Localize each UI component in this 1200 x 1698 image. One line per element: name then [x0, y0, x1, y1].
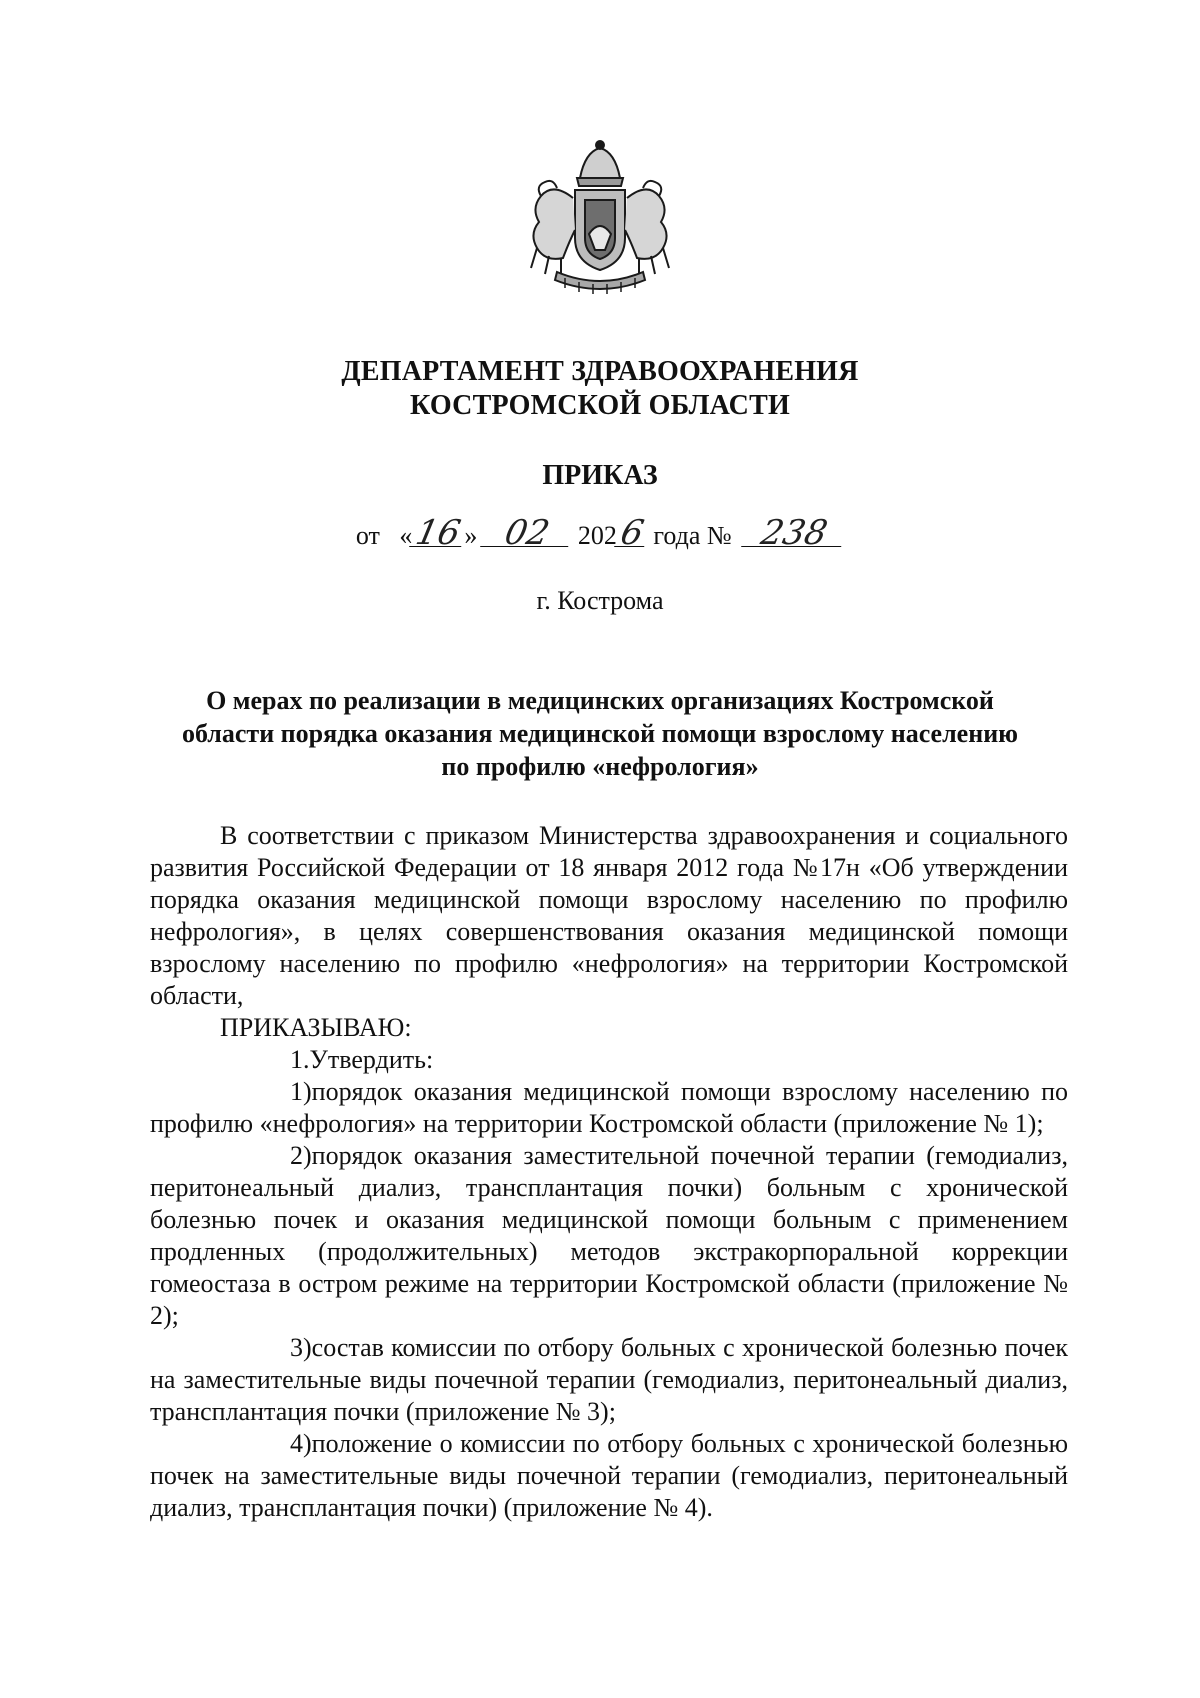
document-type-heading: ПРИКАЗ	[542, 460, 658, 491]
handwritten-year-digit: 6	[614, 520, 650, 547]
close-quote: »	[464, 521, 478, 550]
sub-item-3	[150, 1332, 1068, 1428]
title-line-1: О мерах по реализации в медицинских организациях Костромской	[206, 686, 994, 715]
handwritten-day: 16	[409, 520, 467, 547]
organization-name-line-2: КОСТРОМСКОЙ ОБЛАСТИ	[410, 390, 790, 421]
sub-item-2	[150, 1140, 1068, 1332]
sub-item-1	[150, 1076, 1068, 1140]
sub-item-3-text: состав комиссии по отбору больных с хронической болезнью почек на заместительные виды почечной терапии (гемодиализ, перитонеальный диализ, трансплантация почки (приложение № 3);	[150, 1333, 1068, 1426]
item-1-number: 1.	[290, 1045, 310, 1074]
order-word: ПРИКАЗЫВАЮ:	[220, 1013, 412, 1042]
sub-item-4-text: положение о комиссии по отбору больных с хронической болезнью почек на заместительные виды почечной терапии (гемодиализ, перитонеальный диализ, трансплантация почки) (приложение № 4).	[150, 1429, 1068, 1522]
title-line-3: по профилю «нефрология»	[441, 752, 759, 781]
kostroma-coat-of-arms-icon	[505, 138, 695, 296]
sub-item-2-number: 2)	[290, 1141, 312, 1170]
handwritten-order-number: 238	[741, 520, 847, 547]
document-body	[150, 820, 1068, 1524]
date-prefix: от	[355, 521, 380, 550]
open-quote: «	[399, 521, 413, 550]
item-1	[150, 1044, 1068, 1076]
sub-item-2-text: порядок оказания заместительной почечной терапии (гемодиализ, перитонеальный диализ, трансплантация почки) больным с хронической болезнью почек и оказания медицинской помощи больным с применением продленных (продолжительных) методов экстракорпоральной коррекции гомеостаза в остром режиме на территории Костромской области (приложение № 2);	[150, 1141, 1068, 1330]
year-suffix: года №	[653, 521, 732, 550]
preamble-paragraph: В соответствии с приказом Министерства здравоохранения и социального развития Российской Федерации от 18 января 2012 года №17н «Об утверждении порядка оказания медицинской помощи взрослому населению по профилю нефрология», в целях совершенствования оказания медицинской помощи взрослому населению по профилю «нефрология» на территории Костромской области,	[150, 821, 1068, 1010]
organization-name-line-1: ДЕПАРТАМЕНТ ЗДРАВООХРАНЕНИЯ	[341, 356, 859, 387]
title-line-2: области порядка оказания медицинской помощи взрослому населению	[181, 719, 1019, 748]
sub-item-3-number: 3)	[290, 1333, 312, 1362]
sub-item-1-text: порядок оказания медицинской помощи взрослому населению по профилю «нефрология» на территории Костромской области (приложение № 1);	[150, 1077, 1068, 1138]
handwritten-month: 02	[480, 520, 574, 547]
sub-item-4-number: 4)	[290, 1429, 312, 1458]
sub-item-1-number: 1)	[290, 1077, 312, 1106]
year-printed: 202	[577, 521, 617, 550]
item-1-text: Утвердить:	[309, 1045, 434, 1074]
city-name: г. Кострома	[536, 586, 664, 615]
document-title	[150, 684, 1050, 783]
sub-item-4	[150, 1428, 1068, 1524]
order-date-line	[0, 513, 1200, 553]
